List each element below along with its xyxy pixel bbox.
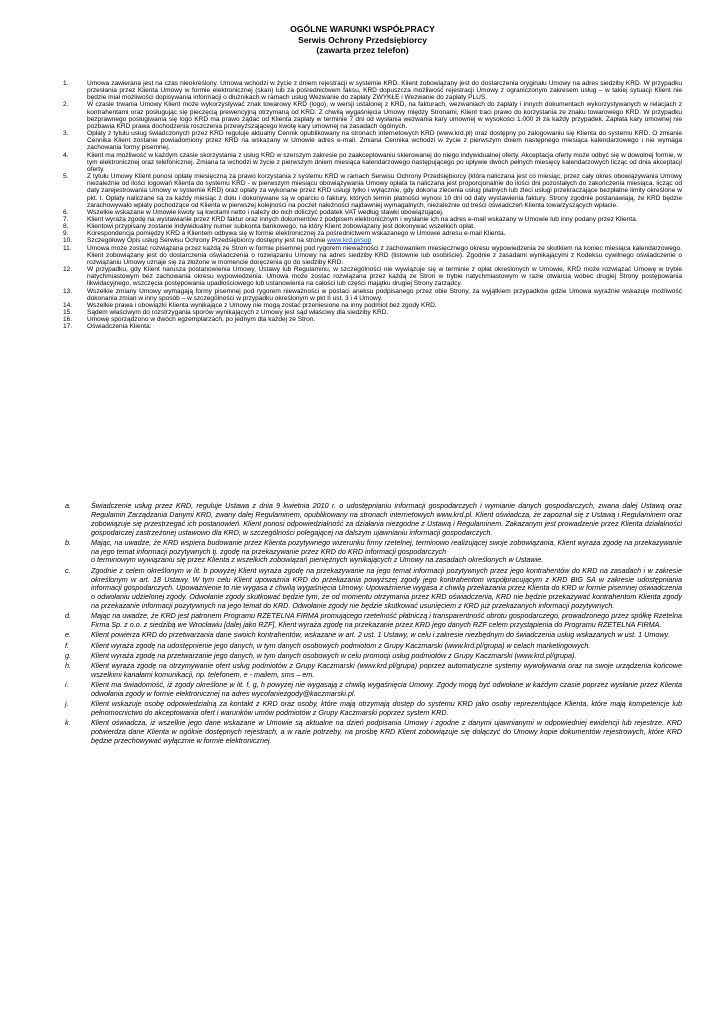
declaration-text: Świadczenie usług przez KRD, reguluje Ustawa z dnia 9 kwietnia 2010 r. o udostępnianiu informacji gospodarczych i wymianie danych gospodarczych, zwana dalej Ustawą oraz Regulamin Zarządzania Danymi KRD, zwany dalej Regulaminem, opublikowany na stronach internetowych www.krd.pl. Klient oświadcza, że zapoznał się z Ustawą i Regulaminem oraz zobowiązuje się przestrzegać ich postanowień. Klient ponosi odpowiedzialność za działania niezgodne z Ustawą i Regulaminem. Zakazanym jest prowadzenie przez Klienta działalności gospodarczej zastrzeżonej ustawowo dla KRD, w szczególności polegającej na dalszym ujawnianiu informacji gospodarczych. (91, 501, 682, 537)
declaration-letter: i. (65, 680, 69, 690)
clause-item (60, 288, 682, 302)
declaration-item (60, 719, 682, 746)
declaration-text: Klient wyraża zgodę na przetwarzanie jego danych, w tym danych osobowych w celu promocji usług podmiotów z Grupy Kaczmarski (www.krd.pl/grupa). (91, 650, 577, 660)
clause-item (60, 152, 682, 173)
clause-number: 2. (63, 101, 69, 109)
clause-item (60, 309, 682, 316)
clause-number: 15. (63, 309, 73, 316)
declaration-item (60, 539, 682, 566)
clause-text: Klientowi przypisany zostanie indywidualny numer subkonta bankowego, na który Klient zobowiązany jest dokonywać wszelkich opłat. (87, 223, 475, 231)
declaration-text: Klient wyraża zgodę na otrzymywanie ofert usług podmiotów z Grupy Kaczmarski (www.krd.pl/grupa) poprzez automatyczne systemy wywoływania oraz na swoje urządzenia końcowe wszelkimi kanałami komunikacji, np. telefonem, e - mailem, sms – em. (91, 661, 682, 679)
clause-number: 1. (63, 80, 69, 87)
clause-number: 10. (63, 237, 73, 245)
service-name: Serwis Ochrony Przedsiębiorcy (298, 34, 427, 45)
clause-number: 16. (63, 316, 73, 324)
declaration-text: o terminowym wywiązaniu się przez Klienta z wszelkich zobowiązań pieniężnych wynikających z Umowy na zasadach określonych w Ustawie. (91, 555, 544, 565)
clause-number: 3. (63, 130, 69, 138)
clause-text: Szczegółowy Opis usług Serwisu Ochrony Przedsiębiorcy dostępny jest na stronie (87, 237, 328, 245)
declaration-letter: c. (65, 565, 71, 575)
clause-item (60, 130, 682, 151)
declaration-text: Mając, na uwadze, że KRD wspiera budowanie przez Klienta pozytywnego wizerunku firmy rzetelnej, terminowo realizującej swoje zobowiązania, Klient wyraża zgodę na przekazywanie na jego temat informacji pozytywnych tj. zgodę na przekazywanie przez KRD do KRD informacji gospodarczych (91, 537, 682, 556)
clause-text: Korespondencja pomiędzy KRD a Klientem odbywa się w formie elektronicznej za pośrednictwem wskazanego w Umowie adresu e-mail Klienta. (87, 230, 506, 238)
declaration-item (60, 662, 682, 680)
clause-number: 4. (63, 151, 69, 159)
clause-text: Umowa może zostać rozwiązana przez każdą ze Stron w formie pisemnej pod rygorem nieważności z zachowaniem miesięcznego okresu wypowiedzenia ze skutkiem na koniec miesiąca kalendarzowego. Klient zobowiązany jest do dostarczenia oświadczenia o rozwiązaniu Umowy na adres siedziby KRD (listownie lub osobiście). Zgodnie z zasadami wynikającymi z Kodeksu cywilnego oświadczenie o rozwiązaniu Umowy uznaje się za złożone w momencie doręczenia go do siedziby KRD. (87, 244, 682, 266)
clause-number: 14. (63, 301, 73, 309)
clause-item (60, 80, 682, 101)
declaration-text: Klient oświadcza, iż wszelkie jego dane wskazane w Umowie są aktualne na dzień podpisania Umowy i zgodne z danymi ujawnianymi w odpowiedniej ewidencji lub rejestrze. KRD potwierdza dane Klienta w ogólnie dostępnych rejestrach, a w razie potrzeby, na prośbę KRD Klient zobowiązuje się dołączyć do Umowy kopie dokumentów rejestrowych, które KRD będzie przechowywać wyłącznie w formie elektronicznej. (91, 718, 682, 745)
declaration-text: Mając na uwadze, że KRD jest patronem Programu RZETELNA FIRMA promującego rzetelność płatniczą i transparentność obrotu gospodarczego, prowadzonego przez spółkę Rzetelna Firma Sp. z o.o. z siedzibą we Wrocławiu [dalej jako RZF], Klient wyraża zgodę na przekazanie przez KRD jego danych RZF celem przystąpienia do Programu RZETELNA FIRMA. (91, 611, 682, 630)
clause-text: Umowa zawierana jest na czas nieokreślony. Umowa wchodzi w życie z dniem rejestracji w systemie KRD. Klient zobowiązany jest do dostarczenia oryginału Umowy na adres siedziby KRD. W przypadku przesłania przez Klienta Umowy w formie elektronicznej (skan) lub za pośrednictwem faksu, KRD dopuszcza możliwość rejestracji Umowy z ograniczonym zakresem usług – w takiej sytuacji Klient nie będzie miał możliwości dopisywania informacji o dłużnikach w ramach usług Wezwanie do zapłaty ZWYKŁE i Wezwanie do zapłaty PLUS. (87, 80, 682, 102)
clause-item (60, 101, 682, 130)
declaration-item (60, 681, 682, 699)
declaration-letter: b. (65, 537, 71, 547)
declaration-letter: j. (65, 699, 69, 709)
declaration-item (60, 652, 682, 661)
clause-text: Opłaty z tytułu usług świadczonych przez KRD reguluje aktualny Cennik opublikowany na stronach internetowych KRD (www.krd.pl) oraz dostępny po zalogowaniu się Klienta do systemu KRD. O zmianie Cennika Klient zostanie powiadomiony przez KRD na wskazany w Umowie adres e-mail. Zmiana Cennika wchodzi w życie z pierwszym dniem następnego miesiąca kalendarzowego i nie wymaga zachowania formy pisemnej. (87, 130, 682, 152)
document-subtitle: (zawarta przez telefon) (316, 45, 409, 55)
declaration-text: Klient wyraża zgodę na udostępnienie jego danych, w tym danych osobowych podmiotom z Grupy Kaczmarski (www.krd.pl/grupa) w celach marketingowych. (91, 640, 591, 650)
sop-link[interactable]: www.krd.pl/sop (327, 237, 372, 245)
declaration-letter: e. (65, 630, 71, 640)
clause-number: 17. (63, 323, 73, 331)
declaration-letter: f. (65, 640, 69, 650)
clause-text: Wszelkie wskazane w Umowie kwoty są kwotami netto i należy do nich doliczyć podatek VAT według stawki obowiązującej. (87, 208, 444, 216)
clause-item (60, 266, 682, 287)
declaration-item (60, 502, 682, 537)
declaration-letter: k. (65, 718, 71, 728)
clause-text: W przypadku, gdy Klient narusza postanowienia Umowy, Ustawy lub Regulaminu, w szczególności nie wywiązuje się w terminie z opłat określonych w Umowie, KRD może rozwiązać Umowę w trybie natychmiastowym bez zachowania okresu wypowiedzenia. Umowa może zostać rozwiązana przez każdą ze Stron w trybie natychmiastowym w razie otwarcia wobec drugiej Strony postępowania likwidacyjnego, wszczęcia postępowania upadłościowego lub ustanowienia na całości lub części majątku drugiej Strony zarządcy. (87, 266, 682, 288)
clauses-list (60, 80, 682, 330)
declaration-item (60, 642, 682, 651)
clause-item (60, 302, 682, 309)
declaration-text: Klient ma świadomość, iż zgody określone w lit. f, g, h powyżej nie wygasają z chwilą wygaśnięcia Umowy. Zgody mogą być odwołane w każdym czasie poprzez wysłanie przez Klienta odwołania zgody w formie elektronicznej na adres wycofaniezgody@kaczmarski.pl. (91, 680, 682, 698)
clause-item (60, 316, 682, 323)
clause-item (60, 223, 682, 230)
declaration-item (60, 612, 682, 630)
clause-number: 12. (63, 266, 73, 274)
declarations-list (60, 502, 682, 747)
declaration-text: Zgodnie z celem określonym w lit. b powyżej Klient wyraża zgodę na przekazywanie na jego temat informacji pozytywnych przez jego kontrahentów do KRD na zasadach i w zakresie określonym w art. 18 Ustawy. W tym celu Klient upoważnia KRD do przekazania powyższej zgody jego kontrahentom współpracującym z KRD BIG SA w zakresie udostępniania informacji gospodarczych. Upoważnienie to nie wygasa z chwilą wygaśnięcia Umowy. Upoważnienie wygasa z chwilą przekazania przez Klienta do KRD w formie pisemnej oświadczenia o odwołaniu udzielonej zgody. Odwołanie zgody skutkować będzie tym, że od momentu otrzymania przez KRD oświadczenia, KRD nie będzie przekazywać kontrahentom Klienta zgody na przekazanie informacji pozytywnych na jego temat do KRD. Odwołanie zgody nie będzie skutkować usunięciem z KRD już przekazanych informacji pozytywnych. (91, 565, 682, 611)
clause-item (60, 209, 682, 216)
clause-text: Umowę sporządzono w dwóch egzemplarzach, po jednym dla każdej ze Stron. (87, 316, 316, 324)
declaration-item (60, 631, 682, 640)
clause-number: 13. (63, 287, 73, 295)
clause-number: 9. (63, 230, 69, 238)
clause-number: 7. (63, 215, 69, 223)
clause-text: Z tytułu Umowy Klient ponosi opłatę miesięczną za prawo korzystania z systemu KRD w ramach Serwisu Ochrony Przedsiębiorcy (która naliczana jest co miesiąc, przez cały okres obowiązywania Umowy niezależnie od ilości logowań Klienta do systemu KRD - w pierwszym miesiącu obowiązywania Umowy opłata ta naliczana jest proporcjonalnie do ilości dni pozostałych do zakończenia miesiąca, licząc od daty zarejestrowania Umowy w systemie KRD) oraz opłaty za wykonane przez KRD usługi tylko i wyłącznie, gdy dokona zlecenia usług płatnych lub zleci usługi przekraczające bezpłatne limity określone w pkt. I. Opłaty naliczane są za każdy miesiąc z dołu i dokonywane są w oparciu o faktury, których termin płatności wynosi 10 dni od daty wystawienia faktury. Strony zgodnie postanawiają, że KRD będzie zarachowywało wpłaty pochodzące od Klienta w pierwszej kolejności na poczet należności najdawniej wymagalnych, niezależnie od treści oświadczeń Klienta towarzyszących wpłacie. (87, 173, 682, 209)
clause-item (60, 245, 682, 266)
clause-item (60, 230, 682, 237)
clause-text: Sądem właściwym do rozstrzygania sporów wynikających z Umowy jest sąd właściwy dla siedziby KRD. (87, 309, 389, 316)
clause-item (60, 173, 682, 209)
document-header (0, 24, 725, 56)
clause-item (60, 237, 682, 244)
clause-text: Wszelkie zmiany Umowy wymagają formy pisemnej pod rygorem nieważności w postaci aneksu podpisanego przez obie Strony, za wyjątkiem przypadków gdzie Umowa wyraźnie wskazuje możliwość dokonania zmian w inny sposób – w szczególności w przypadku określonym w pkt II ust. 3 i 4 Umowy. (87, 287, 682, 302)
clause-item (60, 216, 682, 223)
clause-text: Klient wyraża zgodę na wystawianie przez KRD faktur oraz innych dokumentów z podpisem elektronicznym i wysłanie ich na adres e-mail wskazany w Umowie lub inny podany przez Klienta. (87, 215, 638, 223)
declaration-letter: d. (65, 611, 71, 621)
declaration-text: Klient wskazuje osobę odpowiedzialną za kontakt z KRD oraz osoby, które mają otrzymają dostęp do systemu KRD jako osoby reprezentujące Klienta, które mają kompetencje lub pełnomocnictwo do akceptowania ofert i warunków umów podmiotów z Grupy Kaczmarski poprzez system KRD. (91, 699, 682, 718)
declaration-item (60, 700, 682, 718)
declaration-letter: a. (65, 501, 71, 510)
clause-number: 6. (63, 208, 69, 216)
declaration-text: Klient powierza KRD do przetwarzania dane swoich kontrahentów, wskazane w art. 2 ust. 1 Ustawy, w celu i zakresie niezbędnym do świadczenia usług wskazanych w ust. 1 Umowy. (91, 630, 670, 640)
clause-number: 5. (63, 173, 69, 181)
clause-text: Oświadczenia Klienta: (87, 323, 152, 331)
declaration-letter: h. (65, 661, 71, 671)
clause-number: 11. (63, 244, 72, 252)
clause-text: Wszelkie prawa i obowiązki Klienta wynikające z Umowy nie mogą zostać przeniesione na inny podmiot bez zgody KRD. (87, 301, 437, 309)
clause-item (60, 323, 682, 330)
clause-text: W czasie trwania Umowy Klient może wykorzystywać znak towarowy KRD (logo), w wersji ustalonej z KRD, na fakturach, wezwaniach do zapłaty i innych dokumentach wykorzystywanych w relacjach z kontrahentami oraz posługując się pieczęcią prewencyjną otrzymaną od KRD. Z chwilą wygaśnięcia Umowy między Stronami, Klient traci prawo do korzystania ze znaku towarowego KRD. W przypadku bezprawnego posługiwania się logo KRD ma prawo żądać od Klienta zapłaty w terminie 7 dni od wysłania wezwania kary umownej w wysokości 1.000 zł za każdy przypadek. Zapłata kary umownej nie pozbawia KRD prawa dochodzenia roszczenia przewyższającego kwotę kary umownej na zasadach ogólnych. (87, 101, 682, 130)
clause-text: Klient ma możliwość w każdym czasie skorzystania z usług KRD w szerszym zakresie po zaakceptowaniu skierowanej do niego indywidualnej oferty. Akceptacja oferty może odbyć się w dowolnej formie, w tym elektronicznej oraz telefonicznej. Zmiana ta wchodzi w życie z pierwszym dniem miesiąca kalendarzowego następującego po upływie dwóch pełnych miesięcy kalendarzowych licząc od dnia akceptacji oferty. (87, 151, 682, 173)
declaration-item (60, 567, 682, 611)
declaration-letter: g. (65, 650, 71, 660)
document-title: OGÓLNE WARUNKI WSPÓŁPRACY (290, 24, 435, 34)
clause-number: 8. (63, 223, 69, 231)
